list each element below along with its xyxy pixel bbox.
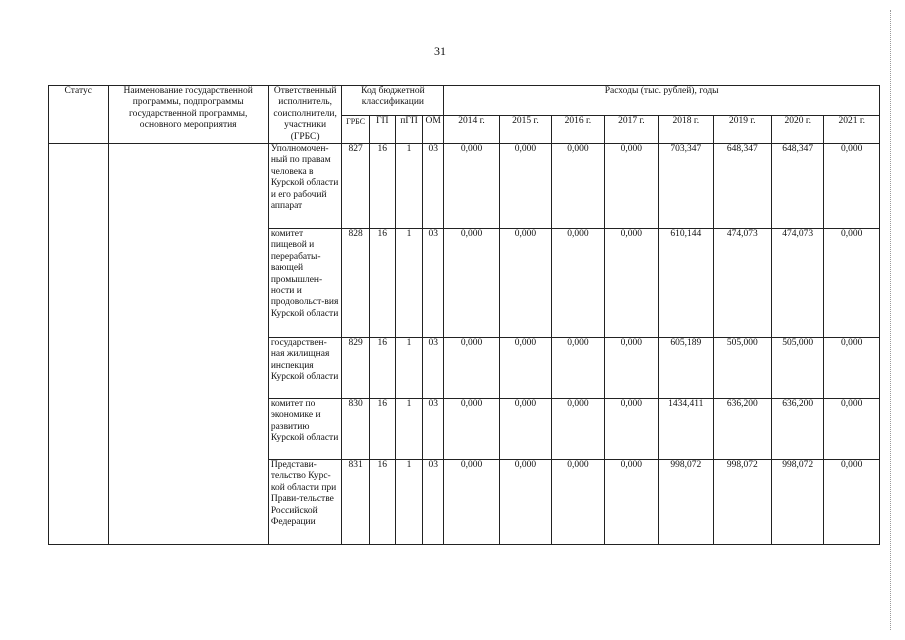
expense-cell: 998,072	[659, 460, 713, 545]
page-number: 31	[434, 44, 446, 58]
expense-cell: 636,200	[713, 399, 771, 460]
om-cell: 03	[423, 460, 444, 545]
expense-cell: 0,000	[444, 460, 499, 545]
expense-cell: 0,000	[444, 338, 499, 399]
header-om: ОМ	[423, 116, 444, 144]
expense-cell: 0,000	[604, 144, 658, 229]
gp-cell: 16	[369, 460, 395, 545]
table-row	[49, 144, 880, 229]
expense-cell: 0,000	[552, 229, 604, 338]
header-row-1	[49, 86, 880, 116]
header-year: 2020 г.	[772, 116, 824, 144]
budget-table	[48, 85, 880, 545]
expense-cell: 1434,411	[659, 399, 713, 460]
expense-cell: 0,000	[552, 338, 604, 399]
grbs-cell: 828	[342, 229, 369, 338]
expense-cell: 0,000	[552, 144, 604, 229]
expense-cell: 636,200	[772, 399, 824, 460]
expense-cell: 0,000	[604, 460, 658, 545]
responsible-cell: комитет по экономике и развитию Курской области	[268, 399, 342, 460]
header-responsible: Ответственный исполнитель, соисполнители, участники (ГРБС)	[268, 86, 342, 144]
header-gp: ГП	[369, 116, 395, 144]
expense-cell: 0,000	[444, 399, 499, 460]
expense-cell: 0,000	[499, 460, 551, 545]
grbs-cell: 827	[342, 144, 369, 229]
om-cell: 03	[423, 229, 444, 338]
header-year: 2014 г.	[444, 116, 499, 144]
expense-cell: 0,000	[824, 144, 880, 229]
gp-cell: 16	[369, 229, 395, 338]
expense-cell: 0,000	[499, 399, 551, 460]
responsible-cell: комитет пищевой и перерабаты-вающей промышлен-ности и продовольст-вия Курской области	[268, 229, 342, 338]
header-budget-code: Код бюджетной классификации	[342, 86, 444, 116]
pgp-cell: 1	[395, 144, 422, 229]
expense-cell: 0,000	[444, 144, 499, 229]
header-status: Статус	[49, 86, 109, 144]
header-grbs: ГРБС	[342, 116, 369, 144]
header-expenses: Расходы (тыс. рублей), годы	[444, 86, 880, 116]
gp-cell: 16	[369, 144, 395, 229]
expense-cell: 605,189	[659, 338, 713, 399]
responsible-cell: Уполномочен-ный по правам человека в Курской области и его рабочий аппарат	[268, 144, 342, 229]
header-year: 2018 г.	[659, 116, 713, 144]
header-year: 2015 г.	[499, 116, 551, 144]
grbs-cell: 830	[342, 399, 369, 460]
scan-edge-line	[890, 10, 891, 630]
gp-cell: 16	[369, 399, 395, 460]
header-program-name: Наименование государственной программы, подпрограммы государственной программы, основного мероприятия	[108, 86, 268, 144]
pgp-cell: 1	[395, 399, 422, 460]
expense-cell: 0,000	[824, 338, 880, 399]
header-year: 2021 г.	[824, 116, 880, 144]
responsible-cell: Представи-тельство Курс-кой области при Прави-тельстве Российской Федерации	[268, 460, 342, 545]
expense-cell: 610,144	[659, 229, 713, 338]
header-year: 2019 г.	[713, 116, 771, 144]
responsible-cell: государствен-ная жилищная инспекция Курской области	[268, 338, 342, 399]
expense-cell: 474,073	[772, 229, 824, 338]
expense-cell: 0,000	[604, 229, 658, 338]
expense-cell: 0,000	[444, 229, 499, 338]
expense-cell: 0,000	[604, 338, 658, 399]
header-year: 2016 г.	[552, 116, 604, 144]
pgp-cell: 1	[395, 229, 422, 338]
expense-cell: 0,000	[824, 229, 880, 338]
expense-cell: 998,072	[772, 460, 824, 545]
expense-cell: 474,073	[713, 229, 771, 338]
expense-cell: 648,347	[713, 144, 771, 229]
expense-cell: 505,000	[713, 338, 771, 399]
om-cell: 03	[423, 338, 444, 399]
expense-cell: 0,000	[499, 229, 551, 338]
expense-cell: 703,347	[659, 144, 713, 229]
header-year: 2017 г.	[604, 116, 658, 144]
expense-cell: 0,000	[824, 460, 880, 545]
expense-cell: 0,000	[499, 338, 551, 399]
status-cell	[49, 144, 109, 545]
expense-cell: 0,000	[824, 399, 880, 460]
expense-cell: 505,000	[772, 338, 824, 399]
expense-cell: 998,072	[713, 460, 771, 545]
expense-cell: 648,347	[772, 144, 824, 229]
gp-cell: 16	[369, 338, 395, 399]
expense-cell: 0,000	[499, 144, 551, 229]
grbs-cell: 831	[342, 460, 369, 545]
pgp-cell: 1	[395, 338, 422, 399]
grbs-cell: 829	[342, 338, 369, 399]
expense-cell: 0,000	[604, 399, 658, 460]
om-cell: 03	[423, 399, 444, 460]
expense-cell: 0,000	[552, 460, 604, 545]
header-pgp: пГП	[395, 116, 422, 144]
om-cell: 03	[423, 144, 444, 229]
program-name-cell	[108, 144, 268, 545]
expense-cell: 0,000	[552, 399, 604, 460]
pgp-cell: 1	[395, 460, 422, 545]
